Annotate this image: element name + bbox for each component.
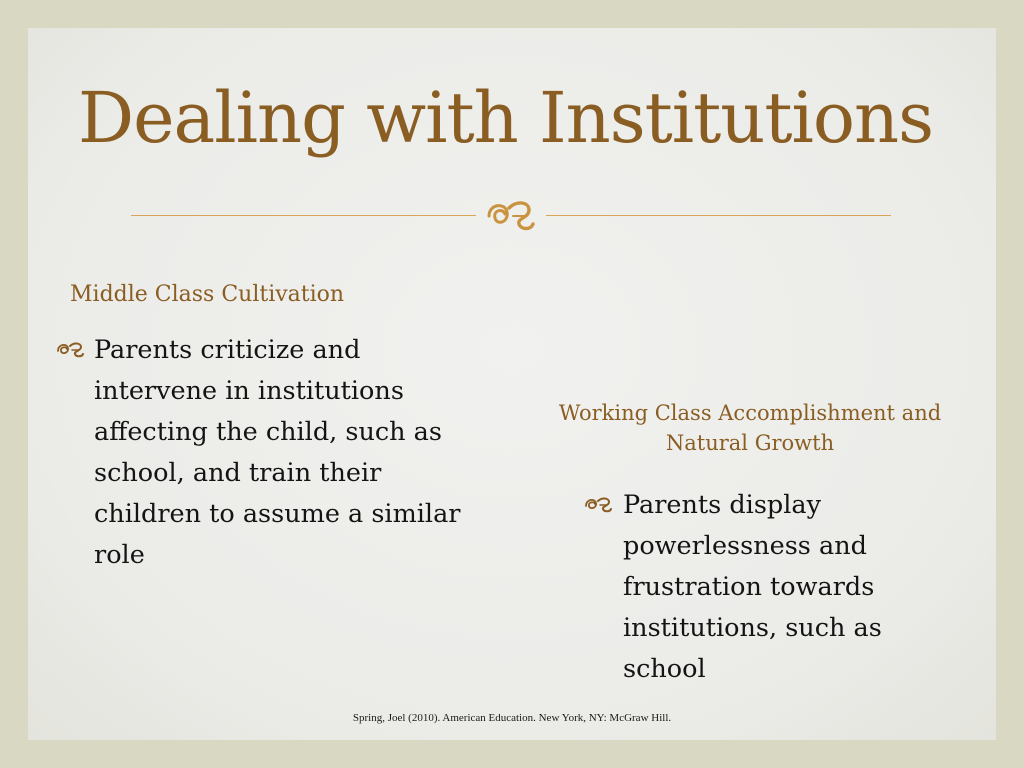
title-divider	[131, 196, 891, 236]
right-column-heading: Working Class Accomplishment and Natural Growth	[558, 401, 942, 455]
citation-footer: Spring, Joel (2010). American Education. New York, NY: McGraw Hill.	[352, 712, 672, 724]
divider-line-right	[546, 215, 891, 216]
left-column-heading: Middle Class Cultivation	[70, 282, 345, 307]
left-bullet-item	[55, 330, 465, 576]
slide-title: Dealing with Institutions	[78, 77, 934, 159]
right-bullet-item	[583, 485, 943, 690]
swirl-ornament-icon	[479, 196, 543, 236]
left-bullet-text: Parents criticize and intervene in institutions affecting the child, such as school, and train their children to assume a similar role	[94, 335, 461, 570]
swirl-bullet-icon	[55, 340, 89, 365]
divider-line-left	[131, 215, 476, 216]
right-bullet-text: Parents display powerlessness and frustration towards institutions, such as school	[623, 490, 882, 684]
swirl-bullet-icon	[583, 495, 617, 520]
